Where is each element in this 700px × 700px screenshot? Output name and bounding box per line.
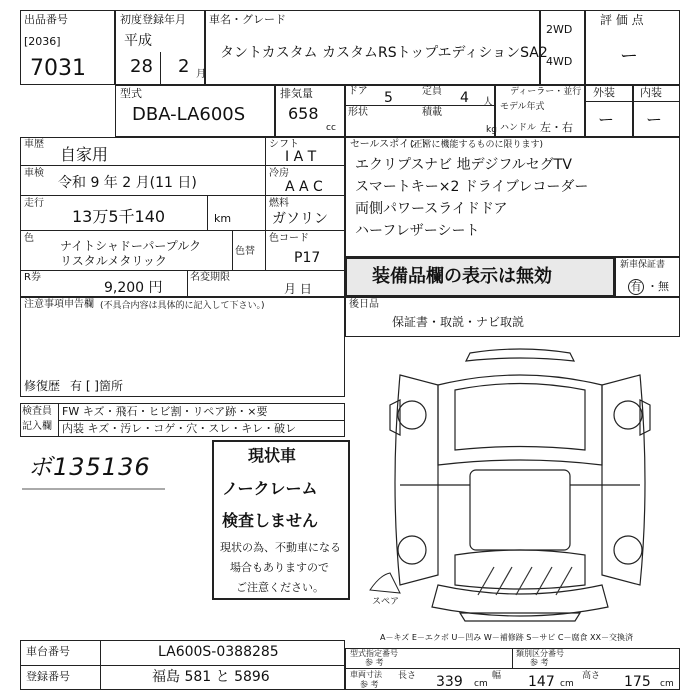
drive-2wd: 2WD [546, 23, 573, 36]
handwritten-note: ボ135136 [28, 453, 151, 481]
col-line-right [265, 137, 266, 270]
capacity-unit: 人 [483, 97, 493, 108]
length-unit: cm [474, 679, 488, 689]
drive-4wd: 4WD [546, 55, 573, 68]
plate-label: 登録番号 [26, 670, 70, 683]
reg-label: 初度登録年月 [120, 13, 186, 26]
inspector-label: 検査員 [22, 406, 52, 417]
inspector-divider-h [58, 420, 345, 421]
model-year-label: モデル年式 [500, 102, 545, 112]
height-unit: cm [660, 679, 674, 689]
reg-month: 2 [178, 56, 190, 77]
length-value: 339 [436, 674, 463, 690]
row-line-4 [20, 270, 345, 271]
notice-line-1: 現状車 [248, 446, 297, 465]
notice-line-4: 現状の為、不動車になる [220, 541, 341, 554]
width-unit: cm [560, 679, 574, 689]
handle-label: ハンドル [500, 123, 537, 133]
equipment-notice: 装備品欄の表示は無効 [372, 266, 552, 287]
dealer-label: ディーラー・並行 [510, 87, 582, 97]
row-line-1 [20, 165, 345, 166]
length-label: 長さ [398, 671, 417, 681]
notice-line-2: ノークレーム [222, 479, 318, 498]
inspect-label: 車検 [24, 168, 44, 179]
handle-value: 左・右 [540, 121, 573, 134]
color-label: 色 [24, 233, 34, 244]
shift-label: シフト [269, 139, 299, 150]
ac-label: 冷房 [269, 168, 289, 179]
recycle-value: 9,200 円 [104, 280, 163, 296]
displacement-value: 658 [288, 104, 319, 123]
repair-label: 修復歴 [24, 379, 61, 393]
selling-label-sub: (正常に機能するものに限ります) [410, 140, 544, 150]
name-change-label: 名変期限 [190, 272, 230, 283]
record-label: 記入欄 [22, 421, 52, 432]
fuel-label: 燃料 [269, 198, 289, 209]
mileage-divider [207, 195, 208, 230]
damage-legend: A－キズ E－エクボ U－凹み W－補修跡 S－サビ C－腐食 XX－交換済 [380, 633, 634, 642]
notice-line-3: 検査しません [222, 511, 319, 530]
car-name: タントカスタム カスタムRSトップエディションSA2 [220, 45, 548, 61]
capacity-label: 定員 [422, 86, 442, 97]
selling-line-4: ハーフレザーシート [355, 223, 480, 239]
interior-label: 内装 [640, 86, 662, 99]
row-line-2 [20, 195, 345, 196]
lot-number: 7031 [30, 56, 86, 81]
load-label: 積載 [422, 107, 442, 118]
warranty-no: ・無 [647, 280, 669, 293]
height-value: 175 [624, 674, 651, 690]
chassis-value: LA600S-0388285 [158, 644, 279, 660]
recycle-divider [187, 270, 188, 297]
doors-value: 5 [384, 90, 393, 106]
height-label: 高さ [582, 671, 601, 681]
color-swap-label: 色替 [235, 246, 255, 257]
ac-value: A A C [285, 179, 323, 195]
selling-label: セールスポイント [350, 139, 430, 150]
shift-value: I A T [285, 149, 317, 165]
selling-line-3: 両側パワースライドドア [355, 201, 508, 217]
footer-left-divider [20, 665, 345, 666]
warranty-label: 新車保証書 [620, 260, 666, 270]
exterior-label: 外装 [593, 86, 615, 99]
interior-value: ー [646, 110, 663, 129]
rating-label: 評 価 点 [600, 13, 644, 27]
shape-label: 形状 [348, 107, 368, 118]
car-diagram [360, 345, 680, 630]
displacement-label: 排気量 [280, 87, 313, 100]
selling-line-1: エクリプスナビ 地デジフルセグTV [355, 157, 572, 173]
spare-label: スペア [372, 597, 400, 607]
load-unit: kg [486, 125, 497, 135]
rating-value: ー [620, 46, 638, 67]
notes-box [20, 297, 345, 397]
notice-line-5: 場合もありますので [230, 561, 329, 574]
drive-box [540, 10, 585, 85]
fw-line: FW キズ・飛石・ヒビ割・リペア跡・×要 [62, 405, 268, 418]
size-label: 車両寸法 [350, 670, 382, 679]
interior-line: 内装 キズ・汚レ・コゲ・穴・スレ・キレ・破レ [62, 422, 297, 435]
reg-month-unit: 月 [196, 69, 206, 80]
name-change-value: 月 日 [284, 282, 312, 296]
displacement-unit: cc [326, 123, 336, 133]
row-line-3 [20, 230, 345, 231]
model-label: 型式 [120, 87, 142, 100]
color-code-label: 色コード [269, 233, 309, 244]
color-value-1: ナイトシャドーパープルク [60, 239, 202, 253]
footer-right-col [512, 648, 513, 668]
rear-value: 保証書・取説・ナビ取説 [392, 315, 525, 329]
recycle-label: R券 [24, 272, 41, 283]
width-value: 147 [528, 674, 555, 690]
reg-divider [160, 52, 161, 85]
rear-label: 後日品 [349, 299, 379, 310]
doors-label: ドア [348, 86, 368, 97]
ext-int-divider [585, 101, 680, 102]
fuel-value: ガソリン [272, 211, 328, 227]
mileage-value: 13万5千140 [72, 207, 166, 226]
inspect-value: 令和 9 年 2 月(11 日) [58, 175, 197, 191]
mileage-label: 走行 [24, 198, 44, 209]
model-value: DBA-LA600S [132, 104, 246, 125]
notes-label: 注意事項申告欄 [24, 299, 94, 310]
size-sub: 参 考 [360, 680, 379, 689]
plate-value: 福島 581 と 5896 [152, 669, 270, 685]
color-code-value: P17 [294, 250, 321, 266]
footer-right-divider [345, 668, 680, 669]
exterior-value: ー [598, 110, 615, 129]
repair-value: 有 [ ]箇所 [70, 379, 123, 393]
use-label: 車歴 [24, 139, 44, 150]
mileage-unit: km [214, 212, 232, 225]
use-value: 自家用 [60, 145, 109, 164]
class-num-sub: 参 考 [530, 658, 549, 667]
selling-line-2: スマートキー×2 ドライブレコーダー [355, 179, 589, 195]
capacity-value: 4 [460, 90, 469, 106]
width-label: 幅 [492, 671, 502, 681]
handwriting-underline [20, 485, 170, 493]
class-num-label: 類別区分番号 [516, 649, 564, 658]
warranty-yes: 有 [628, 279, 644, 295]
reg-era: 平成 [124, 33, 152, 49]
reg-year: 28 [130, 56, 153, 77]
color-value-2: リスタルメタリック [60, 254, 167, 268]
type-num-label: 型式指定番号 [350, 649, 398, 658]
notes-sub: (不具合内容は具体的に記入して下さい。) [100, 301, 265, 311]
lot-sub: [2036] [24, 35, 61, 48]
footer-left-col [100, 640, 101, 690]
color-divider [232, 230, 233, 270]
name-label: 車名・グレード [209, 13, 286, 26]
chassis-label: 車台番号 [26, 645, 70, 658]
notice-line-6: ご注意ください。 [236, 581, 324, 594]
type-num-sub: 参 考 [365, 658, 384, 667]
selling-points-box [345, 137, 680, 257]
doors-divider [345, 105, 495, 106]
lot-label: 出品番号 [24, 13, 68, 26]
